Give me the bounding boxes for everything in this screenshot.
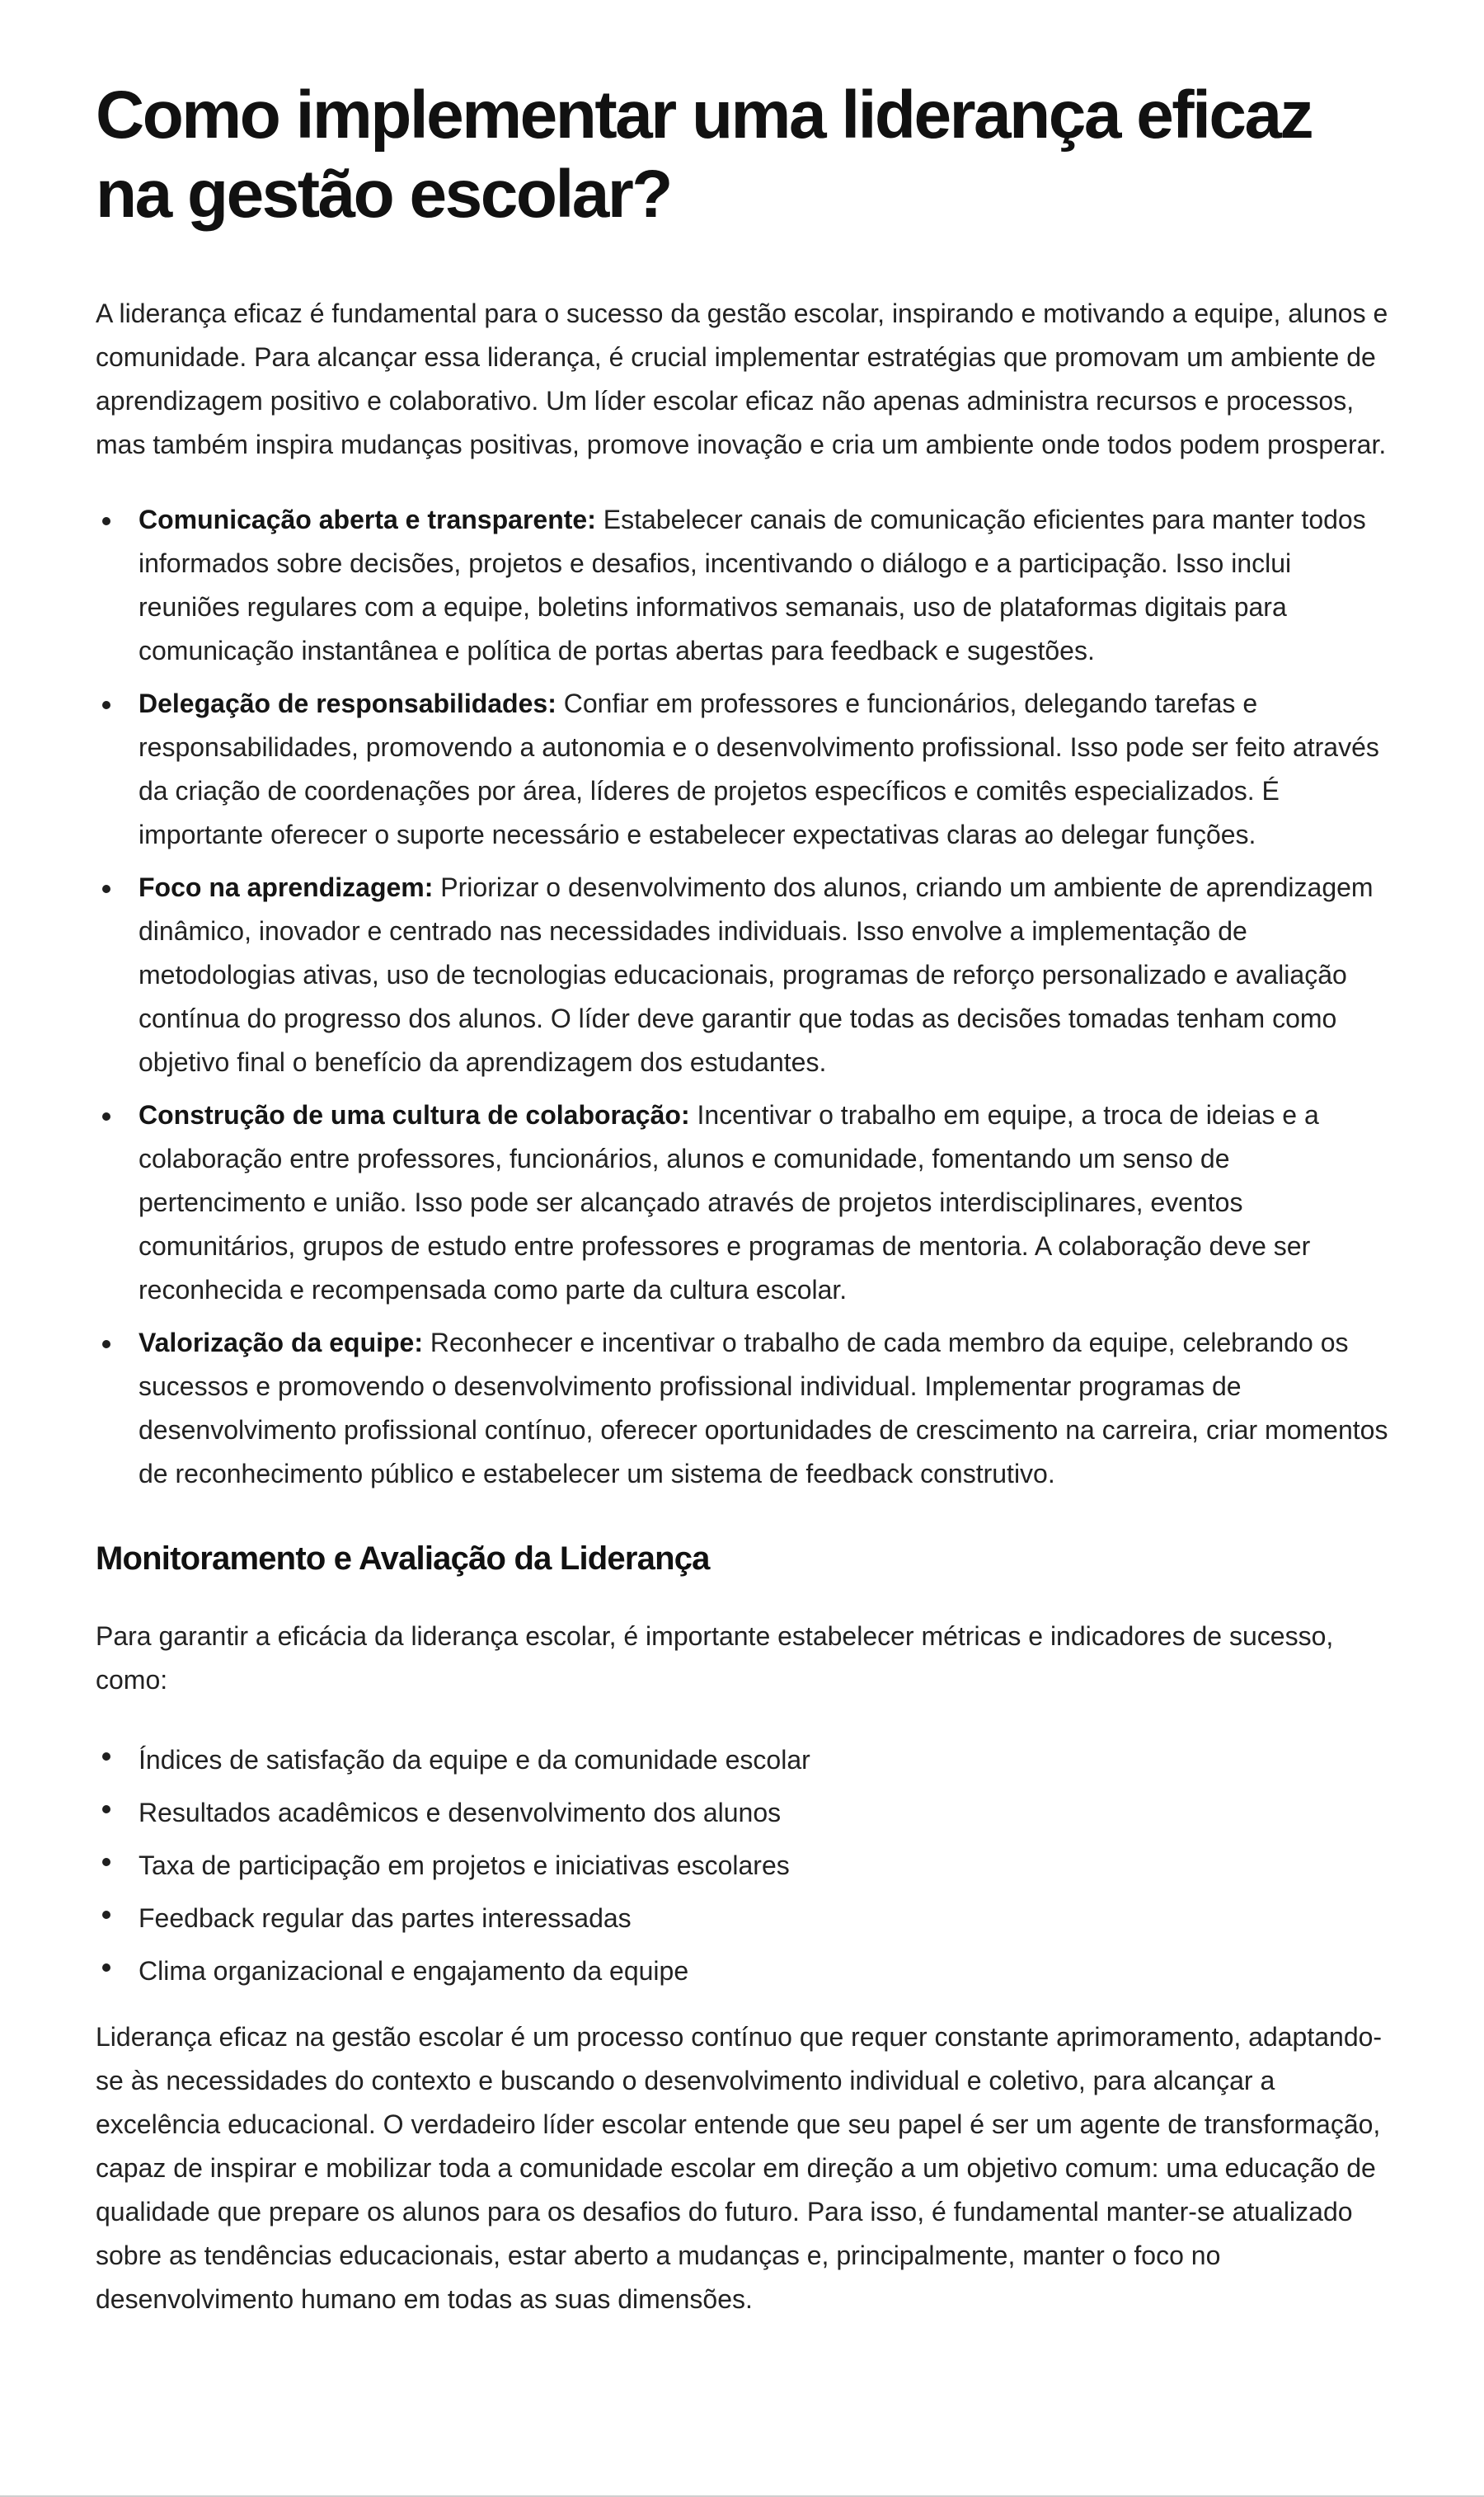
conclusion-paragraph: Liderança eficaz na gestão escolar é um processo contínuo que requer constante aprimoramento, adaptando-se às necessidades do contexto e buscando o desenvolvimento individual e coletivo, para alcançar a excelência educacional. O verdadeiro líder escolar entende que seu papel é ser um agente de transformação, capaz de inspirar e mobilizar toda a comunidade escolar em direção a um objetivo comum: uma educação de qualidade que prepare os alunos para os desafios do futuro. Para isso, é fundamental manter-se atualizado sobre as tendências educacionais, estar aberto a mudanças e, principalmente, manter o foco no desenvolvimento humano em todas as suas dimensões. (96, 2022, 1383, 2314)
metric-item: Taxa de participação em projetos e iniciativas escolares (96, 1839, 1398, 1892)
strategy-title: Foco na aprendizagem: (139, 872, 434, 902)
metric-item: Clima organizacional e engajamento da equipe (96, 1944, 1398, 1997)
metric-item: Índices de satisfação da equipe e da comunidade escolar (96, 1733, 1398, 1786)
strategy-text: Reconhecer e incentivar o trabalho de cada membro da equipe, celebrando os sucessos e promovendo o desenvolvimento profissional individual. Implementar programas de desenvolvimento profissional contínuo, oferecer oportunidades de crescimento na carreira, criar momentos de reconhecimento público e estabelecer um sistema de feedback construtivo. (139, 1328, 1388, 1488)
strategy-communication (96, 498, 1398, 673)
strategy-text: Priorizar o desenvolvimento dos alunos, criando um ambiente de aprendizagem dinâmico, inovador e centrado nas necessidades individuais. Isso envolve a implementação de metodologias ativas, uso de tecnologias educacionais, programas de reforço personalizado e avaliação contínua do progresso dos alunos. O líder deve garantir que todas as decisões tomadas tenham como objetivo final o benefício da aprendizagem dos estudantes. (139, 872, 1374, 1077)
metric-item: Resultados acadêmicos e desenvolvimento dos alunos (96, 1786, 1398, 1839)
intro-paragraph: A liderança eficaz é fundamental para o sucesso da gestão escolar, inspirando e motivando a equipe, alunos e comunidade. Para alcançar essa liderança, é crucial implementar estratégias que promovam um ambiente de aprendizagem positivo e colaborativo. Um líder escolar eficaz não apenas administra recursos e processos, mas também inspira mudanças positivas, promove inovação e cria um ambiente onde todos podem prosperar. (96, 299, 1388, 459)
strategy-text: Incentivar o trabalho em equipe, a troca de ideias e a colaboração entre professores, funcionários, alunos e comunidade, fomentando um senso de pertencimento e união. Isso pode ser alcançado através de projetos interdisciplinares, eventos comunitários, grupos de estudo entre professores e programas de mentoria. A colaboração deve ser reconhecida e recompensada como parte da cultura escolar. (139, 1100, 1319, 1305)
strategy-collaboration-culture (96, 1093, 1398, 1312)
strategy-title: Valorização da equipe: (139, 1328, 423, 1357)
strategy-learning-focus (96, 866, 1398, 1084)
strategy-team-valuing (96, 1321, 1398, 1496)
strategy-title: Comunicação aberta e transparente: (139, 505, 596, 534)
page-title: Como implementar uma liderança eficaz na gestão escolar? (96, 78, 1313, 232)
metric-item: Feedback regular das partes interessadas (96, 1892, 1398, 1944)
metrics-list (96, 1733, 1398, 1997)
monitoring-heading: Monitoramento e Avaliação da Liderança (96, 1540, 710, 1577)
article (96, 76, 1398, 2321)
strategy-delegation (96, 682, 1398, 857)
monitoring-intro: Para garantir a eficácia da liderança escolar, é importante estabelecer métricas e indicadores de sucesso, como: (96, 1621, 1334, 1695)
strategy-title: Delegação de responsabilidades: (139, 689, 556, 718)
strategy-text: Estabelecer canais de comunicação eficientes para manter todos informados sobre decisões, projetos e desafios, incentivando o diálogo e a participação. Isso inclui reuniões regulares com a equipe, boletins informativos semanais, uso de plataformas digitais para comunicação instantânea e política de portas abertas para feedback e sugestões. (139, 505, 1366, 665)
strategy-text: Confiar em professores e funcionários, delegando tarefas e responsabilidades, promovendo a autonomia e o desenvolvimento profissional. Isso pode ser feito através da criação de coordenações por área, líderes de projetos específicos e comitês especializados. É importante oferecer o suporte necessário e estabelecer expectativas claras ao delegar funções. (139, 689, 1379, 849)
strategy-title: Construção de uma cultura de colaboração: (139, 1100, 690, 1130)
strategies-list (96, 498, 1398, 1496)
